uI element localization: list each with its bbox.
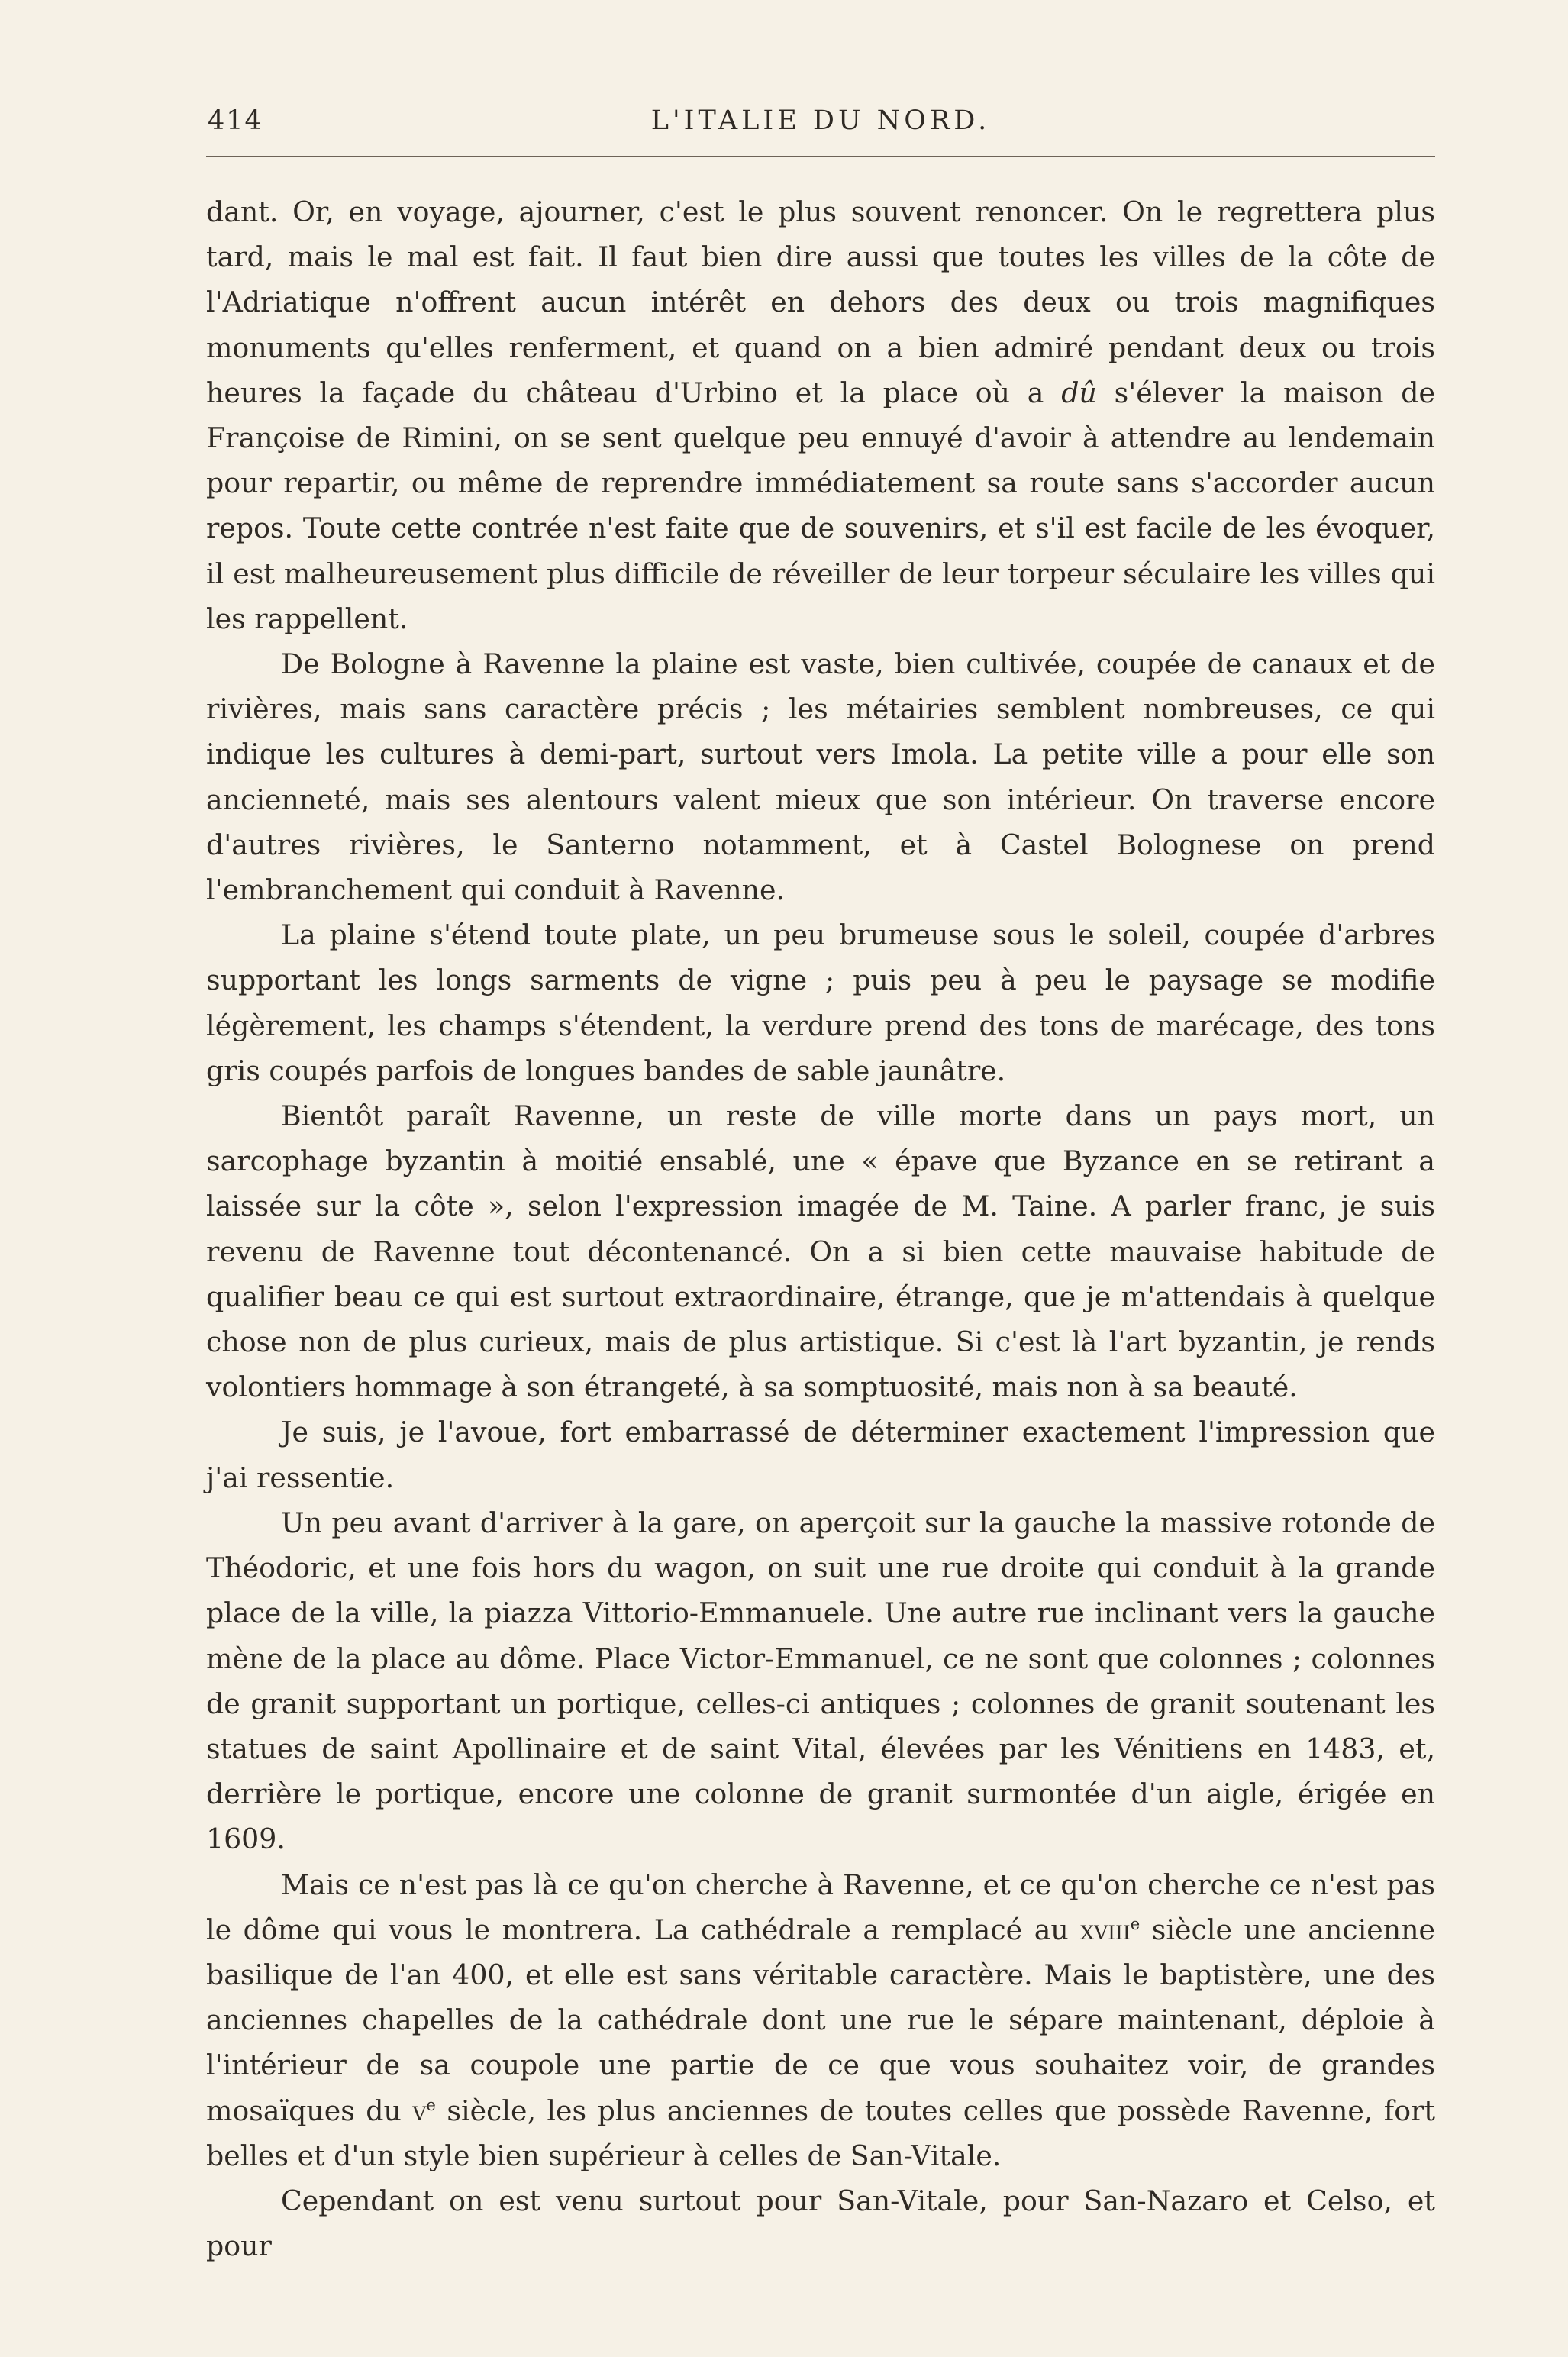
paragraph-4: Bientôt paraît Ravenne, un reste de ville morte dans un pays mort, un sarcophage byzantin à moitié ensablé, une « épave que Byzance en se retirant a laissée sur la côte », selon l'expression imagée de M. Taine. A parler franc, je suis revenu de Ravenne tout décontenancé. On a si bien cette mauvaise habitude de qualifier beau ce qui est surtout extraordinaire, étrange, que je m'attendais à quelque chose non de plus curieux, mais de plus artistique. Si c'est là l'art byzantin, je rends volontiers hommage à son étrangeté, à sa somptuosité, mais non à sa beauté. [206, 1099, 1435, 1404]
header-rule [206, 156, 1435, 157]
paragraph-8: Cependant on est venu surtout pour San-Vitale, pour San-Nazaro et Celso, et pour [206, 2184, 1435, 2263]
paragraph-2: De Bologne à Ravenne la plaine est vaste, bien cultivée, coupée de canaux et de rivières, mais sans caractère précis ; les métairies semblent nombreuses, ce qui indique les cultures à demi-part, surtout vers Imola. La petite ville a pour elle son ancienneté, mais ses alentours valent mieux que son intérieur. On traverse encore d'autres rivières, le Santerno notamment, et à Castel Bolognese on prend l'embranchement qui conduit à Ravenne. [206, 647, 1435, 907]
century-suffix: e [1130, 1913, 1141, 1933]
paragraph-7-text-c: siècle, les plus anciennes de toutes celles que possède Ravenne, fort belles et d'un style bien supérieur à celles de San-Vitale. [206, 2094, 1435, 2172]
paragraph-1 [206, 189, 1435, 641]
century-five: v [412, 2094, 427, 2127]
page-header [208, 98, 1434, 144]
paragraph-1-text-b: s'élever la maison de Françoise de Rimini, on se sent quelque peu ennuyé d'avoir à attendre au lendemain pour repartir, ou même de reprendre immédiatement sa route sans s'accorder aucun repos. Toute cette contrée n'est faite que de souvenirs, et s'il est facile de les évoquer, il est malheureusement plus difficile de réveiller de leur torpeur séculaire les villes qui les rappellent. [206, 376, 1435, 635]
paragraph-1-text-a: dant. Or, en voyage, ajourner, c'est le plus souvent renoncer. On le regrettera plus tard, mais le mal est fait. Il faut bien dire aussi que toutes les villes de la côte de l'Adriatique n'offrent aucun intérêt en dehors des deux ou trois magnifiques monuments qu'elles renferment, et quand on a bien admiré pendant deux ou trois heures la façade du château d'Urbino et la place où a [206, 195, 1435, 409]
page-number: 414 [208, 105, 263, 136]
paragraph-5: Je suis, je l'avoue, fort embarrassé de déterminer exactement l'impression que j'ai ressentie. [206, 1416, 1435, 1494]
paragraph-3: La plaine s'étend toute plate, un peu brumeuse sous le soleil, coupée d'arbres supportant les longs sarments de vigne ; puis peu à peu le paysage se modifie légèrement, les champs s'étendent, la verdure prend des tons de marécage, des tons gris coupés parfois de longues bandes de sable jaunâtre. [206, 919, 1435, 1087]
century-suffix: e [426, 2094, 436, 2114]
paragraph-7-text-b: siècle une ancienne basilique de l'an 400, et elle est sans véritable caractère. Mais le baptistère, une des anciennes chapelles de la cathédrale dont une rue le sépare maintenant, déploie à l'intérieur de sa coupole une partie de ce que vous souhaitez voir, de grandes mosaïques du [206, 1913, 1435, 2127]
paragraph-7 [206, 1862, 1435, 2178]
paragraph-6: Un peu avant d'arriver à la gare, on aperçoit sur la gauche la massive rotonde de Théodoric, et une fois hors du wagon, on suit une rue droite qui conduit à la grande place de la ville, la piazza Vittorio-Emmanuele. Une autre rue inclinant vers la gauche mène de la place au dôme. Place Victor-Emmanuel, ce ne sont que colonnes ; colonnes de granit supportant un portique, celles-ci antiques ; colonnes de granit soutenant les statues de saint Apollinaire et de saint Vital, élevées par les Vénitiens en 1483, et, derrière le portique, encore une colonne de granit surmontée d'un aigle, érigée en 1609. [206, 1506, 1435, 1856]
century-eighteen: xviii [1080, 1913, 1131, 1946]
body-text [206, 189, 1435, 2268]
italic-word: dû [1061, 376, 1097, 409]
running-title: L'ITALIE DU NORD. [650, 105, 991, 136]
paragraph-7-text-a: Mais ce n'est pas là ce qu'on cherche à Ravenne, et ce qu'on cherche ce n'est pas le dôme qui vous le montrera. La cathédrale a remplacé au [206, 1868, 1435, 1946]
